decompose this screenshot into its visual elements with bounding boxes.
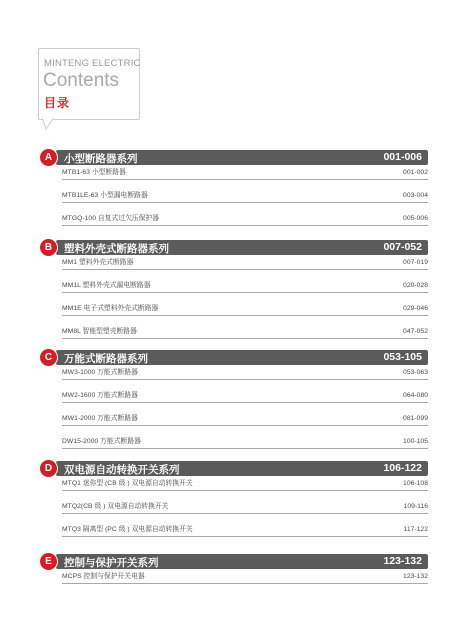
section-pages: 123-132	[383, 555, 422, 567]
toc-item[interactable]	[62, 380, 428, 403]
toc-item-pages: 109-116	[403, 503, 428, 510]
toc-item-pages: 007-019	[403, 259, 428, 266]
toc-item-pages: 053-063	[403, 369, 428, 376]
toc-item[interactable]	[62, 365, 428, 380]
toc-item-name: MTQ2(CB 级 ) 双电源自动转换开关	[62, 503, 169, 510]
toc-item-name: MW1-2000 万能式断路器	[62, 415, 138, 422]
brand-box-tail	[42, 117, 56, 131]
toc-item-pages: 047-052	[403, 328, 428, 335]
toc-item[interactable]	[62, 180, 428, 203]
section-pages: 106-122	[383, 462, 422, 474]
toc-item[interactable]	[62, 476, 428, 491]
toc-item-pages: 005-006	[403, 215, 428, 222]
toc-item-name: MCPS 控制与保护开关电器	[62, 573, 145, 580]
toc-item[interactable]	[62, 293, 428, 316]
toc-item-name: MTQ3 隔离型 (PC 级 ) 双电源自动转换开关	[62, 526, 193, 533]
toc-item-pages: 100-105	[403, 438, 428, 445]
toc-item-name: MM1 塑料外壳式断路器	[62, 259, 134, 266]
section-e	[40, 554, 428, 584]
section-letter-badge: C	[40, 349, 57, 366]
toc-item[interactable]	[62, 426, 428, 449]
section-pages: 007-052	[383, 241, 422, 253]
toc-item-pages: 064-080	[403, 392, 428, 399]
toc-item-name: MTB1-63 小型断路器	[62, 169, 126, 176]
toc-item[interactable]	[62, 403, 428, 426]
toc-item[interactable]	[62, 203, 428, 226]
section-letter-badge: E	[40, 553, 57, 570]
toc-item-pages: 081-099	[403, 415, 428, 422]
section-b	[40, 240, 428, 339]
section-header[interactable]	[40, 461, 428, 476]
section-c	[40, 350, 428, 449]
toc-item[interactable]	[62, 255, 428, 270]
toc-item-name: MW3-1000 万能式断路器	[62, 369, 138, 376]
toc-item-pages: 001-002	[403, 169, 428, 176]
page-title-cn: 目录	[44, 96, 71, 110]
toc-item-pages: 020-028	[403, 282, 428, 289]
section-d	[40, 461, 428, 537]
section-header[interactable]	[40, 240, 428, 255]
toc-item-pages: 003-004	[403, 192, 428, 199]
toc-item-name: MW2-1600 万能式断路器	[62, 392, 138, 399]
section-pages: 053-105	[383, 351, 422, 363]
section-title: 双电源自动转换开关系列	[64, 464, 180, 476]
toc-item-pages: 029-046	[403, 305, 428, 312]
section-title: 控制与保护开关系列	[64, 557, 159, 569]
toc-item[interactable]	[62, 514, 428, 537]
toc-item-pages: 123-132	[403, 573, 428, 580]
toc-item-name: MTQ1 迷你型 (CB 级 ) 双电源自动转换开关	[62, 480, 193, 487]
section-header[interactable]	[40, 150, 428, 165]
toc-item-name: MTGQ-100 自复式过欠压保护器	[62, 215, 160, 222]
section-a	[40, 150, 428, 226]
toc-item[interactable]	[62, 270, 428, 293]
section-title: 万能式断路器系列	[64, 353, 148, 365]
toc-item-name: DW15-2000 万能式断路器	[62, 438, 141, 445]
section-letter-badge: D	[40, 460, 57, 477]
section-header[interactable]	[40, 554, 428, 569]
section-title: 小型断路器系列	[64, 153, 138, 165]
section-pages: 001-006	[383, 151, 422, 163]
section-title: 塑料外壳式断路器系列	[64, 243, 169, 255]
toc-item-pages: 117-122	[403, 526, 428, 533]
section-header[interactable]	[40, 350, 428, 365]
toc-item[interactable]	[62, 316, 428, 339]
toc-item-name: MM1E 电子式塑料外壳式断路器	[62, 305, 159, 312]
section-letter-badge: A	[40, 149, 57, 166]
toc-item-name: MM1L 塑料外壳式漏电断路器	[62, 282, 151, 289]
company-name: MINTENG ELECTRIC	[44, 58, 141, 69]
toc-item-pages: 106-108	[403, 480, 428, 487]
toc-item[interactable]	[62, 165, 428, 180]
toc-item-name: MTB1LE-63 小型漏电断路器	[62, 192, 148, 199]
section-letter-badge: B	[40, 239, 57, 256]
toc-item[interactable]	[62, 491, 428, 514]
page-title: Contents	[43, 70, 120, 91]
toc-item[interactable]	[62, 569, 428, 584]
toc-item-name: MM8L 智能型塑壳断路器	[62, 328, 137, 335]
